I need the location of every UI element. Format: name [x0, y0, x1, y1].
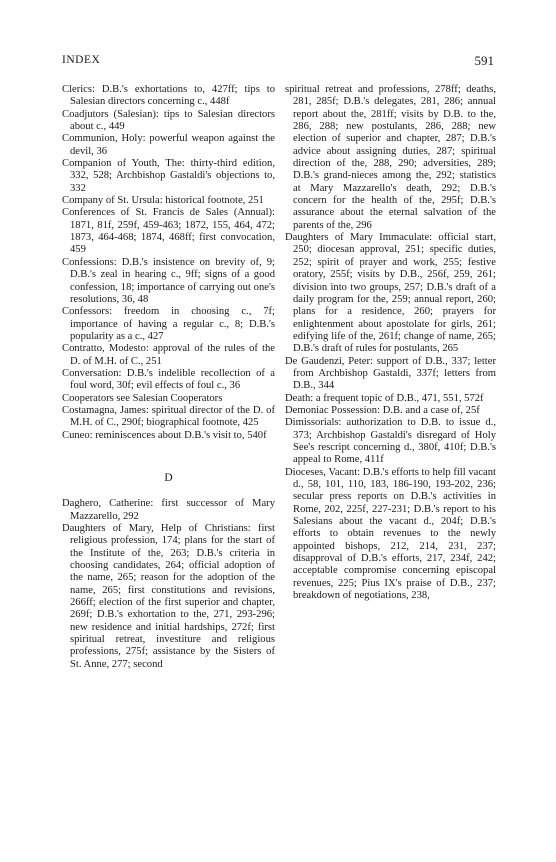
index-entry: Conversation: D.B.'s indelible recollection of a foul word, 30f; evil effects of foul c., 36: [62, 367, 275, 392]
page-header: [62, 54, 494, 70]
index-entry: Daghero, Catherine: first successor of Mary Mazzarello, 292: [62, 498, 275, 522]
index-entry: Clerics: D.B.'s exhortations to, 427ff; tips to Salesian directors concerning c., 448f: [62, 84, 275, 108]
index-entry: Cooperators see Salesian Cooperators: [62, 392, 223, 404]
index-entry: Coadjutors (Salesian): tips to Salesian directors about c., 449: [62, 108, 275, 133]
page-number: 591: [474, 53, 494, 68]
index-entry: Demoniac Possession: D.B. and a case of, 25f: [285, 404, 480, 416]
index-entry: Companion of Youth, The: thirty-third edition, 332, 528; Archbishop Gastaldi's objections to, 332: [62, 158, 275, 194]
index-column-left: [62, 84, 275, 671]
index-entry: Communion, Holy: powerful weapon against the devil, 36: [62, 133, 275, 157]
index-entry: Daughters of Mary Immaculate: official start, 250; diocesan approval, 251; specific duties, 252; spirit of prayer and work, 255; festive oratory, 255f; visits by D.B., 256f, 259, 261; division into two groups, 257; D.B.'s draft of a daily program for the, 259; annual report, 260; plans for a residence, 260; prayers for enlightenment about apostolate for girls, 261; edifying life of the, 261f; change of name, 265; D.B.'s draft of rules for postulants, 265: [285, 232, 496, 355]
index-entry: Costamagna, James: spiritual director of the D. of M.H. of C., 290f; biographical footnote, 425: [62, 404, 275, 429]
running-title: INDEX: [62, 54, 101, 66]
index-entry: spiritual retreat and professions, 278ff; deaths, 281, 285f; D.B.'s delegates, 281, 286; annual report about the, 281ff; visits by D.B. to the, 286, 288; new postulants, 286, 288; new election of superior and chapter, 287; D.B.'s advice about assigning duties, 287; spiritual direction of the, 288, 290; adversities, 289; D.B.'s grand-nieces among the, 292; statistics at Mary Mazzarello's death, 292; D.B.'s concern for the health of the, 295f; D.B.'s assurance about the eternal salvation of the parents of the, 296: [285, 84, 496, 231]
index-entry: Company of St. Ursula: historical footnote, 251: [62, 195, 264, 207]
index-entry: Confessions: D.B.'s insistence on brevity of, 9; D.B.'s zeal in hearing c., 9ff; signs of a good confession, 18; importance of carrying out one's resolutions, 36, 48: [62, 256, 275, 305]
index-entry: Contratto, Modesto: approval of the rules of the D. of M.H. of C., 251: [62, 343, 275, 367]
index-entry: Death: a frequent topic of D.B., 471, 551, 572f: [285, 392, 484, 404]
index-entry: Confessors: freedom in choosing c., 7f; importance of having a regular c., 8; D.B.'s popularity as a c., 427: [62, 306, 275, 342]
index-entry: Conferences of St. Francis de Sales (Annual): 1871, 81f, 259f, 459-463; 1872, 155, 464, 472; 1873, 464-468; 1874, 468ff; first convocation, 459: [62, 207, 275, 256]
index-entry: De Gaudenzi, Peter: support of D.B., 337; letter from Archbishop Gastaldi, 337f; letters from D.B., 344: [285, 355, 496, 392]
index-entry: Dioceses, Vacant: D.B.'s efforts to help fill vacant d., 58, 101, 110, 183, 186-190, 193-202, 236; secular press reports on D.B.'s activities in Rome, 202, 225f, 227-231; D.B.'s report to his Salesians about the vacant d., 204f; D.B.'s efforts to obtain revenues to the newly appointed bishops, 212, 214, 231, 237; disapproval of D.B.'s efforts, 217, 234f, 242; acceptable compromise concerning episcopal revenues, 225; Pius IX's praise of D.B., 237; breakdown of negotiations, 238,: [285, 466, 496, 602]
index-entry: Cuneo: reminiscences about D.B.'s visit to, 540f: [62, 429, 267, 441]
section-letter: D: [164, 471, 173, 484]
index-entry: Daughters of Mary, Help of Christians: first religious profession, 174; plans for the start of the Institute of the, 263; D.B.'s criteria in choosing candidates, 264; official adoption of the name, 265; reason for the adoption of the name, 265; first constitutions and revisions, 266ff; election of the first superior and chapter, 269f; D.B.'s exhortation to the, 271, 293-296; new residence and initial hardships, 272f; first spiritual retreat, investiture and religious professions, 275f; assistance by the Sisters of St. Anne, 277; second: [62, 523, 275, 670]
index-entry: Dimissorials: authorization to D.B. to issue d., 373; Archbishop Gastaldi's disregard of Holy See's rescript concerning d., 380f, 410f; D.B.'s appeal to Rome, 411f: [285, 417, 496, 466]
index-column-right: [285, 84, 496, 602]
